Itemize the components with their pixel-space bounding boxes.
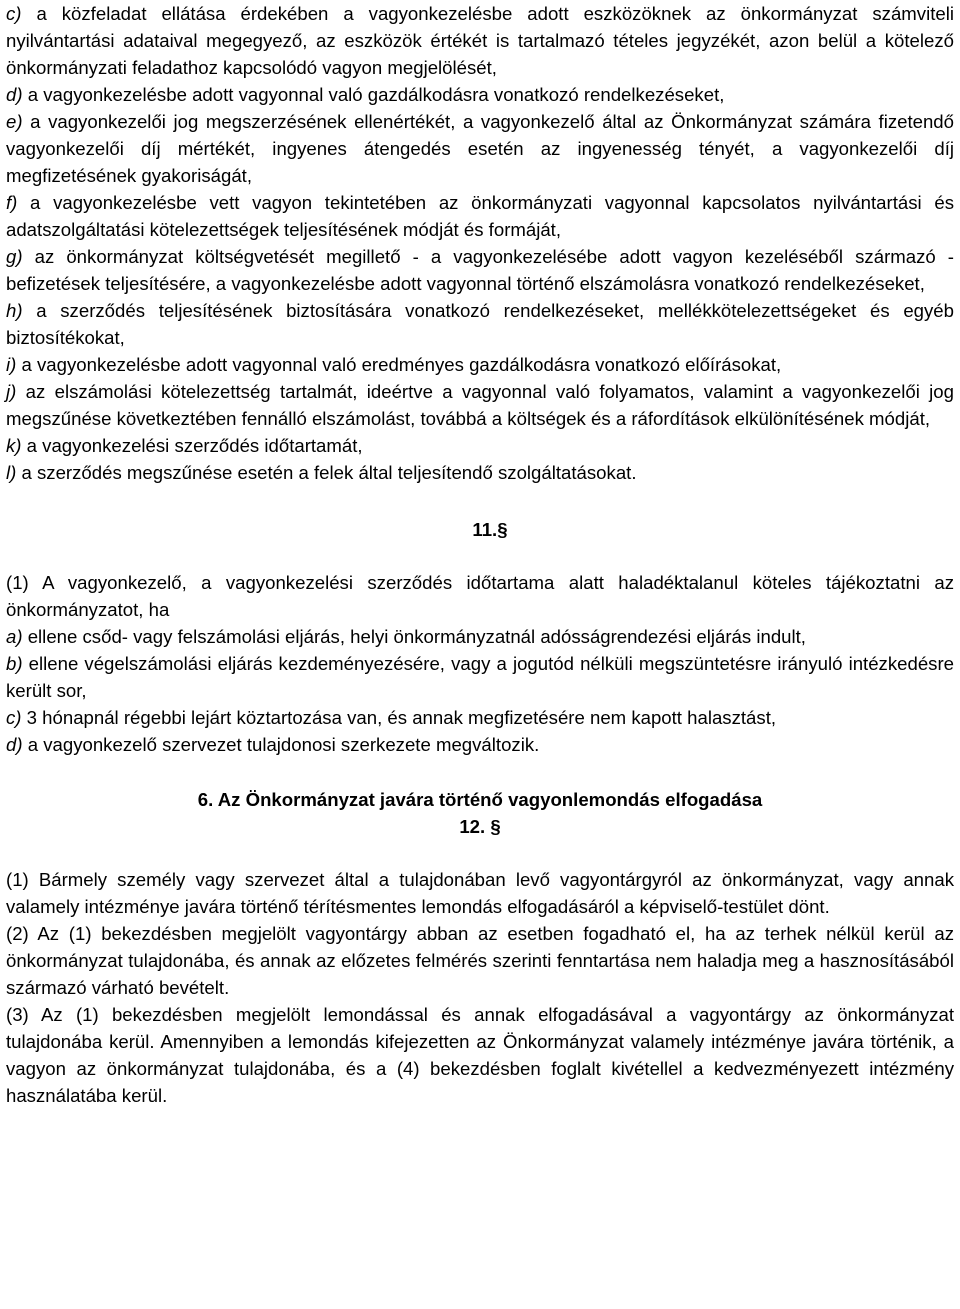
section-12-body [6,866,954,1109]
list-item [6,297,954,351]
item-label: k) [6,435,22,456]
section-11-body [6,569,954,758]
list-item [6,378,954,432]
item-label: h) [6,300,23,321]
item-label: g) [6,246,23,267]
item-text: az önkormányzat költségvetését megillető - a vagyonkezelésébe adott vagyon kezeléséből származó - befizetések teljesítésére, a vagyonkezelésbe adott vagyonnal történő elszámolásra vonatkozó rendelkezéseket, [6,246,954,294]
paragraph: (3) Az (1) bekezdésben megjelölt lemondással és annak elfogadásával a vagyontárgy az önkormányzat tulajdonába kerül. Amennyiben a lemondás kifejezetten az Önkormányzat valamely intézménye javára történik, a vagyon az önkormányzat tulajdonába, és a (4) bekezdésben foglalt kivétellel a kedvezményezett intézmény használatába kerül. [6,1004,954,1106]
item-text: a vagyonkezelésbe adott vagyonnal való eredményes gazdálkodásra vonatkozó előírásokat, [16,354,782,375]
item-text: 3 hónapnál régebbi lejárt köztartozása van, és annak megfizetésére nem kapott halasztást, [21,707,777,728]
item-label: a) [6,626,23,647]
list-item [6,650,954,704]
item-text: a szerződés megszűnése esetén a felek által teljesítendő szolgáltatásokat. [16,462,637,483]
contract-contents-list [6,0,954,486]
item-text: a közfeladat ellátása érdekében a vagyonkezelésbe adott eszközöknek az önkormányzat számviteli nyilvántartási adataival megegyező, az eszközök értékét is tartalmazó tételes jegyzékét, azon belül a kötelező önkormányzati feladathoz kapcsolódó vagyon megjelölését, [6,3,954,78]
item-text: a szerződés teljesítésének biztosítására vonatkozó rendelkezéseket, mellékkötelezettségeket és egyéb biztosítékokat, [6,300,954,348]
section-11-title: 11.§ [472,519,508,540]
item-label: l) [6,462,17,483]
item-text: ellene végelszámolási eljárás kezdeményezésére, vagy a jogutód nélküli megszüntetésre irányuló intézkedésre került sor, [6,653,954,701]
item-text: a vagyonkezelő szervezet tulajdonosi szerkezete megváltozik. [22,734,540,755]
item-label: d) [6,84,23,105]
item-text: a vagyonkezelési szerződés időtartamát, [21,435,363,456]
section-11-intro: (1) A vagyonkezelő, a vagyonkezelési szerződés időtartama alatt haladéktalanul köteles tájékoztatni az önkormányzatot, ha [6,572,954,620]
list-item [6,108,954,189]
item-text: az elszámolási kötelezettség tartalmát, ideértve a vagyonnal való folyamatos, valamint a vagyonkezelői jog megszűnése következtében fennálló elszámolást, továbbá a költségek és a ráfordítások elkülönítésének módját, [6,381,954,429]
item-text: a vagyonkezelésbe adott vagyonnal való gazdálkodásra vonatkozó rendelkezéseket, [22,84,725,105]
chapter-6-title: 6. Az Önkormányzat javára történő vagyonlemondás elfogadása [197,789,763,810]
item-label: b) [6,653,23,674]
paragraph: (1) Bármely személy vagy szervezet által a tulajdonában levő vagyontárgyról az önkormányzat, vagy annak valamely intézménye javára történő térítésmentes lemondás elfogadásáról a képviselő-testület dönt. [6,869,954,917]
list-item [6,189,954,243]
list-item [6,0,954,81]
item-label: c) [6,3,22,24]
list-item [6,623,954,650]
list-item [6,731,954,758]
list-item [6,81,954,108]
section-12-title: 12. § [459,816,501,837]
item-text: a vagyonkezelésbe vett vagyon tekintetében az önkormányzati vagyonnal kapcsolatos nyilvántartási és adatszolgáltatási kötelezettségek teljesítésének módját és formáját, [6,192,954,240]
item-label: j) [6,381,17,402]
item-label: c) [6,707,22,728]
item-label: d) [6,734,23,755]
list-item [6,459,954,486]
list-item [6,243,954,297]
item-label: i) [6,354,17,375]
paragraph: (2) Az (1) bekezdésben megjelölt vagyontárgy abban az esetben fogadható el, ha az terhek nélkül kerül az önkormányzat tulajdonába, és annak az előzetes felmérés szerinti fenntartása nem haladja meg a hasznosításából származó várható bevételt. [6,923,954,998]
list-item [6,704,954,731]
item-text: ellene csőd- vagy felszámolási eljárás, helyi önkormányzatnál adósságrendezési eljárás indult, [22,626,806,647]
item-label: e) [6,111,23,132]
list-item [6,351,954,378]
item-label: f) [6,192,18,213]
list-item [6,432,954,459]
item-text: a vagyonkezelői jog megszerzésének ellenértékét, a vagyonkezelő által az Önkormányzat számára fizetendő vagyonkezelői díj mértékét, ingyenes átengedés esetén az ingyenesség tényét, a vagyonkezelői díj megfizetésének gyakoriságát, [6,111,954,186]
